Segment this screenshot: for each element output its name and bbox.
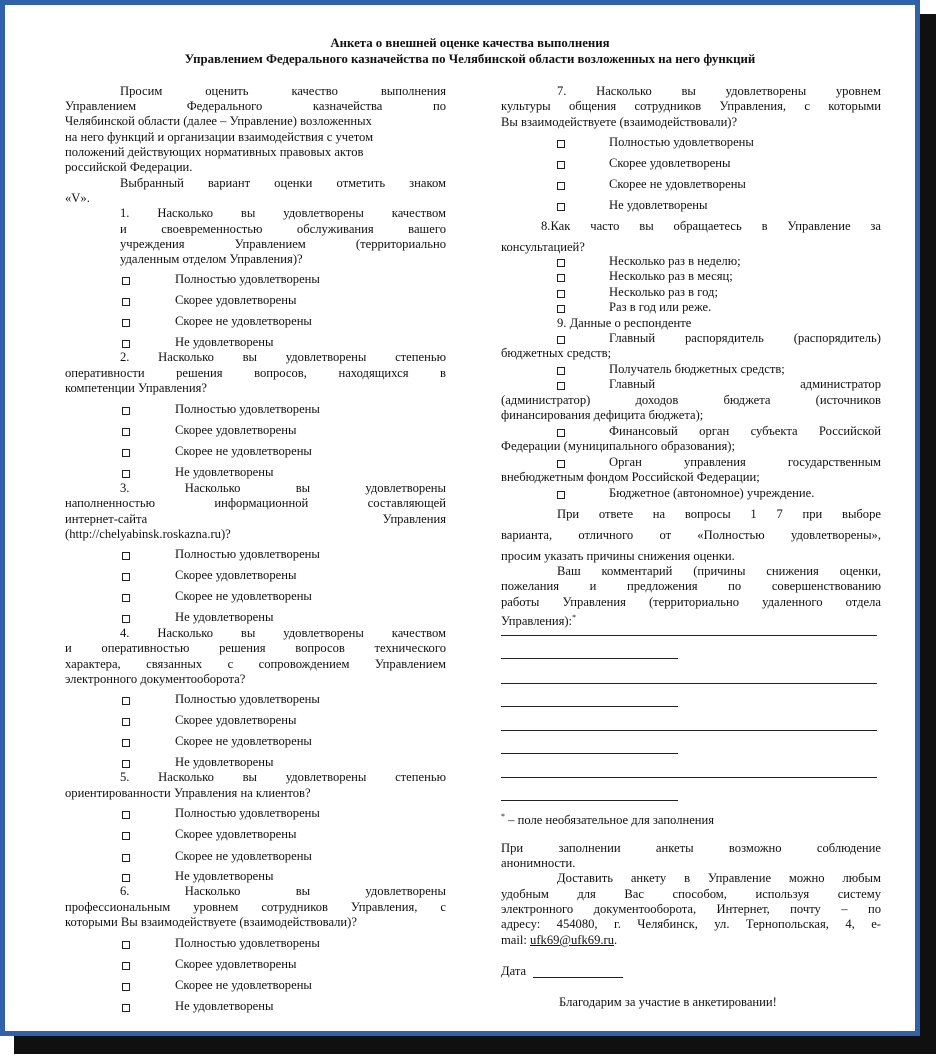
date-label: Дата bbox=[501, 964, 527, 978]
q5-option-3-label: Скорее не удовлетворены bbox=[175, 849, 312, 863]
reason-text: варианта, отличного от «Полностью удовлетворены», bbox=[501, 528, 881, 542]
q6-option-4-checkbox[interactable] bbox=[122, 1004, 130, 1012]
q4-option-1-checkbox[interactable] bbox=[122, 697, 130, 705]
q3-option-4-checkbox[interactable] bbox=[122, 615, 130, 623]
comment-line-4[interactable] bbox=[501, 706, 678, 707]
q7-option-4-checkbox[interactable] bbox=[557, 203, 565, 211]
q1-option-1-checkbox[interactable] bbox=[122, 277, 130, 285]
question-3: (http://chelyabinsk.roskazna.ru)? bbox=[65, 527, 231, 541]
q3-option-1-label: Полностью удовлетворены bbox=[175, 547, 320, 561]
question-4: характера, связанных с сопровождением Управлением bbox=[65, 657, 446, 671]
q6-option-1-checkbox[interactable] bbox=[122, 941, 130, 949]
q3-option-2-checkbox[interactable] bbox=[122, 573, 130, 581]
q9-option-1-checkbox[interactable] bbox=[557, 336, 565, 344]
q5-option-4-label: Не удовлетворены bbox=[175, 869, 274, 883]
question-9: 9. Данные о респонденте bbox=[557, 316, 692, 330]
comment-line-6[interactable] bbox=[501, 753, 678, 754]
q9-option-4-label: Финансовый орган субъекта Российской bbox=[609, 424, 881, 438]
q1-option-2-label: Скорее удовлетворены bbox=[175, 293, 297, 307]
q2-option-3-label: Скорее не удовлетворены bbox=[175, 444, 312, 458]
comment-prompt: пожелания и предложения по совершенствованию bbox=[501, 579, 881, 593]
footnote bbox=[501, 809, 714, 829]
q6-option-4-label: Не удовлетворены bbox=[175, 999, 274, 1013]
q9-option-3-label: Главный администратор bbox=[609, 377, 881, 391]
q2-option-1-label: Полностью удовлетворены bbox=[175, 402, 320, 416]
comment-prompt: работы Управления (территориально удаленного отдела bbox=[501, 595, 881, 609]
footnote-text: – поле необязательное для заполнения bbox=[505, 813, 715, 828]
q5-option-3-checkbox[interactable] bbox=[122, 854, 130, 862]
intro-line: положений действующих нормативных правовых актов bbox=[65, 145, 364, 159]
q5-option-2-checkbox[interactable] bbox=[122, 832, 130, 840]
q9-option-2-checkbox[interactable] bbox=[557, 367, 565, 375]
q9-option-1-label: бюджетных средств; bbox=[501, 346, 612, 360]
comment-line-5[interactable] bbox=[501, 730, 877, 731]
question-6: 6. Насколько вы удовлетворены bbox=[120, 884, 446, 898]
q4-option-4-label: Не удовлетворены bbox=[175, 755, 274, 769]
q5-option-4-checkbox[interactable] bbox=[122, 874, 130, 882]
q7-option-2-label: Скорее удовлетворены bbox=[609, 156, 731, 170]
q5-option-1-checkbox[interactable] bbox=[122, 811, 130, 819]
intro-line: «V». bbox=[65, 191, 90, 205]
question-1: и своевременностью обслуживания вашего bbox=[120, 222, 446, 236]
q8-option-3-checkbox[interactable] bbox=[557, 290, 565, 298]
q3-option-2-label: Скорее удовлетворены bbox=[175, 568, 297, 582]
comment-prompt: Ваш комментарий (причины снижения оценки, bbox=[557, 564, 881, 578]
mail-prefix: mail: bbox=[501, 933, 531, 947]
q4-option-2-checkbox[interactable] bbox=[122, 718, 130, 726]
q3-option-4-label: Не удовлетворены bbox=[175, 610, 274, 624]
thanks-text: Благодарим за участие в анкетировании! bbox=[559, 995, 777, 1009]
q4-option-3-label: Скорее не удовлетворены bbox=[175, 734, 312, 748]
q5-option-1-label: Полностью удовлетворены bbox=[175, 806, 320, 820]
q1-option-3-checkbox[interactable] bbox=[122, 319, 130, 327]
mail-suffix: . bbox=[614, 933, 618, 947]
q7-option-2-checkbox[interactable] bbox=[557, 161, 565, 169]
date-field[interactable] bbox=[533, 977, 623, 978]
q6-option-2-checkbox[interactable] bbox=[122, 962, 130, 970]
question-5: 5. Насколько вы удовлетворены степенью bbox=[120, 770, 446, 784]
anonymity-text: При заполнении анкеты возможно соблюдение bbox=[501, 841, 881, 855]
q6-option-3-checkbox[interactable] bbox=[122, 983, 130, 991]
q8-option-2-checkbox[interactable] bbox=[557, 274, 565, 282]
question-6: которыми Вы взаимодействуете (взаимодействовали)? bbox=[65, 915, 357, 929]
title-line-1: Анкета о внешней оценке качества выполнения bbox=[330, 36, 610, 50]
q9-option-5-label: Орган управления государственным bbox=[609, 455, 881, 469]
delivery-text: Доставить анкету в Управление можно любым bbox=[557, 871, 881, 885]
comment-line-3[interactable] bbox=[501, 683, 877, 684]
question-8: консультацией? bbox=[501, 240, 585, 254]
q9-option-5-checkbox[interactable] bbox=[557, 460, 565, 468]
intro-line: на него функций и организации взаимодействия с учетом bbox=[65, 130, 374, 144]
q8-option-4-checkbox[interactable] bbox=[557, 305, 565, 313]
question-3: наполненностью информационной составляющей bbox=[65, 496, 446, 510]
q9-option-3-label: финансирования дефицита бюджета); bbox=[501, 408, 704, 422]
q3-option-3-label: Скорее не удовлетворены bbox=[175, 589, 312, 603]
q1-option-2-checkbox[interactable] bbox=[122, 298, 130, 306]
question-2: 2. Насколько вы удовлетворены степенью bbox=[120, 350, 446, 364]
q8-option-4-label: Раз в год или реже. bbox=[609, 300, 712, 314]
q2-option-2-label: Скорее удовлетворены bbox=[175, 423, 297, 437]
delivery-text bbox=[501, 933, 617, 949]
delivery-text: электронного документооборота, Интернет, почту – по bbox=[501, 902, 881, 916]
q8-option-1-label: Несколько раз в неделю; bbox=[609, 254, 741, 268]
anonymity-text: анонимности. bbox=[501, 856, 576, 870]
delivery-text: адресу: 454080, г. Челябинск, ул. Тернопольская, 4, е- bbox=[501, 917, 881, 931]
reason-text: При ответе на вопросы 1 7 при выборе bbox=[557, 507, 881, 521]
intro-line: Управлением Федерального казначейства по bbox=[65, 99, 446, 113]
q9-option-5-label: внебюджетным фондом Российской Федерации; bbox=[501, 470, 760, 484]
question-4: электронного документооборота? bbox=[65, 672, 246, 686]
q6-option-1-label: Полностью удовлетворены bbox=[175, 936, 320, 950]
comment-line-1[interactable] bbox=[501, 635, 877, 636]
q2-option-4-checkbox[interactable] bbox=[122, 470, 130, 478]
comment-prompt-text: Управления): bbox=[501, 614, 573, 629]
q1-option-1-label: Полностью удовлетворены bbox=[175, 272, 320, 286]
question-4: 4. Насколько вы удовлетворены качеством bbox=[120, 626, 446, 640]
question-7: Вы взаимодействуете (взаимодействовали)? bbox=[501, 115, 738, 129]
footnote-mark: * bbox=[501, 812, 505, 821]
q9-option-3-label: (администратор) доходов бюджета (источников bbox=[501, 393, 881, 407]
comment-line-7[interactable] bbox=[501, 777, 877, 778]
title-line-2: Управлением Федерального казначейства по Челябинской области возложенных на него функций bbox=[184, 52, 756, 66]
q7-option-3-checkbox[interactable] bbox=[557, 182, 565, 190]
question-2: оперативности решения вопросов, находящихся в bbox=[65, 366, 446, 380]
q4-option-3-checkbox[interactable] bbox=[122, 739, 130, 747]
q3-option-3-checkbox[interactable] bbox=[122, 594, 130, 602]
q7-option-1-label: Полностью удовлетворены bbox=[609, 135, 754, 149]
q8-option-1-checkbox[interactable] bbox=[557, 259, 565, 267]
comment-prompt bbox=[501, 610, 576, 630]
q9-option-6-label: Бюджетное (автономное) учреждение. bbox=[609, 486, 815, 500]
question-3: интернет-сайта Управления bbox=[65, 512, 446, 526]
q8-option-3-label: Несколько раз в год; bbox=[609, 285, 718, 299]
q4-option-4-checkbox[interactable] bbox=[122, 760, 130, 768]
q6-option-3-label: Скорее не удовлетворены bbox=[175, 978, 312, 992]
q2-option-3-checkbox[interactable] bbox=[122, 449, 130, 457]
q5-option-2-label: Скорее удовлетворены bbox=[175, 827, 297, 841]
q2-option-1-checkbox[interactable] bbox=[122, 407, 130, 415]
q9-option-2-label: Получатель бюджетных средств; bbox=[609, 362, 785, 376]
q4-option-1-label: Полностью удовлетворены bbox=[175, 692, 320, 706]
q9-option-6-checkbox[interactable] bbox=[557, 491, 565, 499]
delivery-text: удобным для Вас способом, используя систему bbox=[501, 887, 881, 901]
q7-option-3-label: Скорее не удовлетворены bbox=[609, 177, 746, 191]
q1-option-4-checkbox[interactable] bbox=[122, 340, 130, 348]
question-1: учреждения Управлением (территориально bbox=[120, 237, 446, 251]
comment-line-2[interactable] bbox=[501, 658, 678, 659]
question-7: 7. Насколько вы удовлетворены уровнем bbox=[557, 84, 881, 98]
question-7: культуры общения сотрудников Управления, с которыми bbox=[501, 99, 881, 113]
q2-option-2-checkbox[interactable] bbox=[122, 428, 130, 436]
reason-text: просим указать причины снижения оценки. bbox=[501, 549, 735, 563]
q4-option-2-label: Скорее удовлетворены bbox=[175, 713, 297, 727]
q9-option-4-label: Федерации (муниципального образования); bbox=[501, 439, 735, 453]
asterisk-mark: * bbox=[572, 613, 577, 622]
question-5: ориентированности Управления на клиентов? bbox=[65, 786, 311, 800]
question-8: 8.Как часто вы обращаетесь в Управление за bbox=[541, 219, 881, 233]
q3-option-1-checkbox[interactable] bbox=[122, 552, 130, 560]
question-4: и оперативностью решения вопросов технического bbox=[65, 641, 446, 655]
q6-option-2-label: Скорее удовлетворены bbox=[175, 957, 297, 971]
email-link[interactable]: ufk69@ufk69.ru bbox=[530, 933, 615, 947]
q8-option-2-label: Несколько раз в месяц; bbox=[609, 269, 733, 283]
q9-option-3-checkbox[interactable] bbox=[557, 382, 565, 390]
intro-line: Просим оценить качество выполнения bbox=[120, 84, 446, 98]
q7-option-4-label: Не удовлетворены bbox=[609, 198, 708, 212]
comment-line-8[interactable] bbox=[501, 800, 678, 801]
q7-option-1-checkbox[interactable] bbox=[557, 140, 565, 148]
q2-option-4-label: Не удовлетворены bbox=[175, 465, 274, 479]
intro-line: российской Федерации. bbox=[65, 160, 193, 174]
question-2: компетенции Управления? bbox=[65, 381, 207, 395]
question-3: 3. Насколько вы удовлетворены bbox=[120, 481, 446, 495]
question-6: профессиональным уровнем сотрудников Управления, с bbox=[65, 900, 446, 914]
question-1: 1. Насколько вы удовлетворены качеством bbox=[120, 206, 446, 220]
question-1: удаленным отделом Управления)? bbox=[120, 252, 303, 266]
q9-option-1-label: Главный распорядитель (распорядитель) bbox=[609, 331, 881, 345]
intro-line: Выбранный вариант оценки отметить знаком bbox=[120, 176, 446, 190]
intro-line: Челябинской области (далее – Управление) возложенных bbox=[65, 114, 372, 128]
q9-option-4-checkbox[interactable] bbox=[557, 429, 565, 437]
q1-option-4-label: Не удовлетворены bbox=[175, 335, 274, 349]
q1-option-3-label: Скорее не удовлетворены bbox=[175, 314, 312, 328]
